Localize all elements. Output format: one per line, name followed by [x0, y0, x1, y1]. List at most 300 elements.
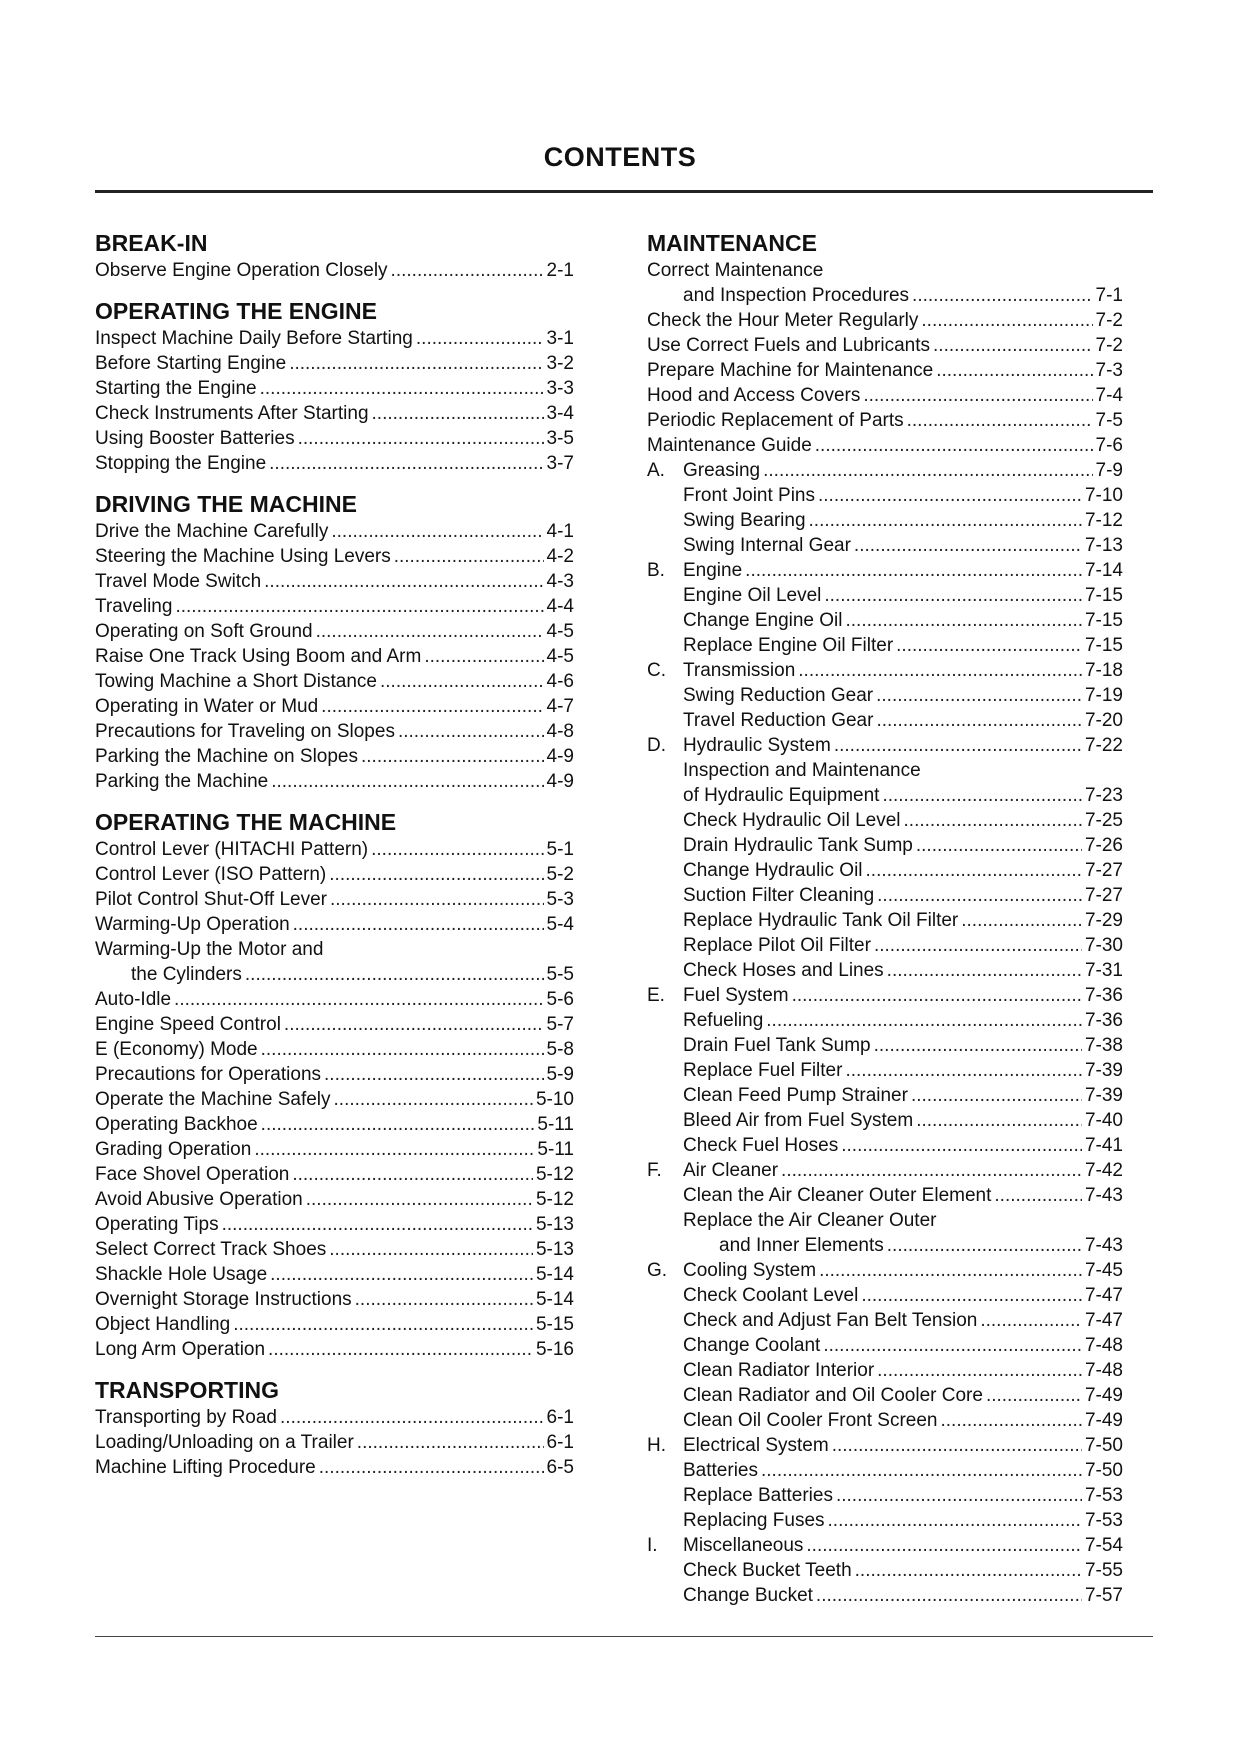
- page-number: 7-12: [1084, 510, 1123, 531]
- page-number: 3-1: [546, 328, 574, 349]
- page-number: 7-27: [1084, 860, 1123, 881]
- entry-title: Check and Adjust Fan Belt Tension: [683, 1310, 978, 1331]
- page-number: 3-5: [546, 428, 574, 449]
- dot-leader: [866, 858, 1082, 883]
- toc-entry[interactable]: [95, 744, 574, 769]
- entry-title: Replace Hydraulic Tank Oil Filter: [683, 910, 959, 931]
- page-number: 5-8: [546, 1039, 574, 1060]
- page-number: 7-15: [1084, 635, 1123, 656]
- toc-entry[interactable]: [95, 544, 574, 569]
- toc-entry[interactable]: [647, 408, 1123, 433]
- entry-title: Warming-Up the Motor and: [95, 939, 324, 960]
- page-number: 7-55: [1084, 1560, 1123, 1581]
- toc-entry[interactable]: [647, 608, 1123, 633]
- toc-entry[interactable]: [95, 1237, 574, 1262]
- section-maintenance: [647, 229, 1123, 1608]
- toc-entry[interactable]: [95, 376, 574, 401]
- entry-title: Hood and Access Covers: [647, 385, 861, 406]
- entry-title: Loading/Unloading on a Trailer: [95, 1432, 354, 1453]
- page-number: 3-4: [546, 403, 574, 424]
- entry-title: Auto-Idle: [95, 989, 172, 1010]
- entry-title: Select Correct Track Shoes: [95, 1239, 327, 1260]
- toc-entry[interactable]: [95, 1287, 574, 1312]
- toc-entry[interactable]: [95, 912, 574, 937]
- dot-leader: [329, 862, 543, 887]
- dot-leader: [887, 1233, 1082, 1258]
- toc-entry[interactable]: [647, 1208, 1123, 1233]
- dot-leader: [887, 958, 1082, 983]
- dot-leader: [334, 1087, 533, 1112]
- page-number: 7-6: [1095, 435, 1123, 456]
- dot-leader: [876, 683, 1082, 708]
- entry-title: Use Correct Fuels and Lubricants: [647, 335, 931, 356]
- dot-leader: [846, 608, 1082, 633]
- page-number: 7-2: [1095, 335, 1123, 356]
- toc-entry[interactable]: [647, 333, 1123, 358]
- entry-title: Drive the Machine Carefully: [95, 521, 329, 542]
- toc-entry[interactable]: [647, 508, 1123, 533]
- dot-leader: [994, 1183, 1082, 1208]
- dot-leader: [398, 719, 544, 744]
- toc-entry[interactable]: [95, 1405, 574, 1430]
- entry-title: Replace Batteries: [683, 1485, 833, 1506]
- contents-column-right: [647, 229, 1123, 1608]
- dot-leader: [416, 326, 544, 351]
- entry-title: Periodic Replacement of Parts: [647, 410, 904, 431]
- dot-leader: [761, 1458, 1082, 1483]
- page-number: 5-4: [546, 914, 574, 935]
- page-number: 6-5: [546, 1457, 574, 1478]
- entry-title: Hydraulic System: [683, 735, 831, 756]
- toc-entry[interactable]: [647, 1258, 1123, 1283]
- page-number: 7-47: [1084, 1285, 1123, 1306]
- toc-entry[interactable]: [95, 644, 574, 669]
- toc-entry[interactable]: [647, 1408, 1123, 1433]
- page-number: 7-23: [1084, 785, 1123, 806]
- entry-title: Engine: [683, 560, 743, 581]
- toc-entry[interactable]: [647, 1333, 1123, 1358]
- dot-leader: [175, 594, 543, 619]
- toc-entry[interactable]: [647, 258, 1123, 283]
- toc-entry[interactable]: [95, 1062, 574, 1087]
- toc-entry[interactable]: [647, 1583, 1123, 1608]
- dot-leader: [980, 1308, 1082, 1333]
- toc-entry[interactable]: [647, 958, 1123, 983]
- dot-leader: [222, 1212, 533, 1237]
- entry-title: Object Handling: [95, 1314, 231, 1335]
- page-number: 4-1: [546, 521, 574, 542]
- toc-entry[interactable]: [647, 733, 1123, 758]
- toc-entry[interactable]: [647, 933, 1123, 958]
- toc-entry[interactable]: [95, 401, 574, 426]
- entry-title: Clean Oil Cooler Front Screen: [683, 1410, 938, 1431]
- toc-entry[interactable]: [95, 937, 574, 962]
- entry-title: Maintenance Guide: [647, 435, 812, 456]
- entry-title: Machine Lifting Procedure: [95, 1457, 316, 1478]
- dot-leader: [292, 1162, 533, 1187]
- page-number: 5-11: [537, 1139, 574, 1160]
- toc-entry[interactable]: [647, 858, 1123, 883]
- toc-entry[interactable]: [647, 1233, 1123, 1258]
- dot-leader: [834, 733, 1082, 758]
- dot-leader: [792, 983, 1082, 1008]
- toc-entry[interactable]: [647, 1133, 1123, 1158]
- toc-entry[interactable]: [647, 1383, 1123, 1408]
- dot-leader: [911, 1083, 1082, 1108]
- entry-title: Clean the Air Cleaner Outer Element: [683, 1185, 992, 1206]
- entry-title: Electrical System: [683, 1435, 829, 1456]
- dot-leader: [904, 808, 1082, 833]
- entry-title: Change Bucket: [683, 1585, 813, 1606]
- toc-entry[interactable]: [95, 426, 574, 451]
- dot-leader: [933, 333, 1093, 358]
- page-number: 6-1: [546, 1407, 574, 1428]
- dot-leader: [877, 883, 1082, 908]
- entry-title: Grading Operation: [95, 1139, 252, 1160]
- entry-title: Replace Engine Oil Filter: [683, 635, 894, 656]
- entry-title: Fuel System: [683, 985, 789, 1006]
- entry-title: Change Hydraulic Oil: [683, 860, 863, 881]
- toc-entry[interactable]: [647, 1033, 1123, 1058]
- subsection-letter: E.: [647, 985, 665, 1006]
- page-number: 7-41: [1084, 1135, 1123, 1156]
- toc-entry[interactable]: [647, 1083, 1123, 1108]
- toc-entry[interactable]: [647, 383, 1123, 408]
- entry-title: Inspect Machine Daily Before Starting: [95, 328, 413, 349]
- entry-title: Using Booster Batteries: [95, 428, 295, 449]
- dot-leader: [306, 1187, 533, 1212]
- toc-entry[interactable]: [647, 808, 1123, 833]
- toc-entry[interactable]: [647, 1108, 1123, 1133]
- toc-entry[interactable]: [647, 783, 1123, 808]
- toc-entry[interactable]: [647, 1008, 1123, 1033]
- page-number: 4-5: [546, 621, 574, 642]
- dot-leader: [986, 1383, 1082, 1408]
- page-number: 7-47: [1084, 1310, 1123, 1331]
- dot-leader: [819, 1258, 1082, 1283]
- entry-title: Shackle Hole Usage: [95, 1264, 268, 1285]
- dot-leader: [845, 1058, 1082, 1083]
- page-number: 7-49: [1084, 1385, 1123, 1406]
- page-number: 7-2: [1095, 310, 1123, 331]
- toc-entry[interactable]: [647, 883, 1123, 908]
- page-number: 7-53: [1084, 1485, 1123, 1506]
- toc-entry[interactable]: [647, 1183, 1123, 1208]
- dot-leader: [245, 962, 544, 987]
- entry-title: Face Shovel Operation: [95, 1164, 290, 1185]
- toc-entry[interactable]: [95, 569, 574, 594]
- dot-leader: [877, 1358, 1082, 1383]
- page-number: 7-10: [1084, 485, 1123, 506]
- toc-entry[interactable]: [95, 837, 574, 862]
- subsection-letter: F.: [647, 1160, 662, 1181]
- page-number: 4-9: [546, 771, 574, 792]
- page-number: 7-15: [1084, 610, 1123, 631]
- toc-entry[interactable]: [95, 594, 574, 619]
- toc-entry[interactable]: [95, 619, 574, 644]
- dot-leader: [861, 1283, 1082, 1308]
- toc-entry[interactable]: [647, 308, 1123, 333]
- toc-entry[interactable]: [647, 1508, 1123, 1533]
- toc-entry[interactable]: [95, 1430, 574, 1455]
- page-number: 3-2: [546, 353, 574, 374]
- entry-title: Bleed Air from Fuel System: [683, 1110, 914, 1131]
- dot-leader: [298, 426, 544, 451]
- page-number: 7-27: [1084, 885, 1123, 906]
- dot-leader: [823, 1333, 1082, 1358]
- dot-leader: [394, 544, 544, 569]
- toc-entry[interactable]: [647, 483, 1123, 508]
- toc-entry[interactable]: [95, 1337, 574, 1362]
- page-number: 7-31: [1084, 960, 1123, 981]
- entry-title: Front Joint Pins: [683, 485, 815, 506]
- dot-leader: [330, 887, 544, 912]
- toc-entry[interactable]: [95, 1037, 574, 1062]
- toc-entry[interactable]: [95, 719, 574, 744]
- page-number: 7-9: [1095, 460, 1123, 481]
- entry-title: Operating on Soft Ground: [95, 621, 313, 642]
- section-heading: MAINTENANCE: [647, 230, 817, 256]
- toc-entry[interactable]: [647, 558, 1123, 583]
- toc-entry[interactable]: [95, 258, 574, 283]
- page-number: 7-3: [1095, 360, 1123, 381]
- entry-title: Overnight Storage Instructions: [95, 1289, 352, 1310]
- toc-entry[interactable]: [95, 1137, 574, 1162]
- toc-entry[interactable]: [95, 1162, 574, 1187]
- entry-title: Raise One Track Using Boom and Arm: [95, 646, 422, 667]
- page-number: 7-42: [1084, 1160, 1123, 1181]
- toc-entry[interactable]: [95, 987, 574, 1012]
- toc-entry[interactable]: [95, 694, 574, 719]
- entry-title: Check Fuel Hoses: [683, 1135, 839, 1156]
- toc-entry[interactable]: [95, 1187, 574, 1212]
- entry-title: Operate the Machine Safely: [95, 1089, 331, 1110]
- dot-leader: [233, 1312, 533, 1337]
- page-number: 5-11: [537, 1114, 574, 1135]
- section-heading: BREAK-IN: [95, 230, 208, 256]
- toc-entry[interactable]: [647, 1158, 1123, 1183]
- toc-entry[interactable]: [95, 769, 574, 794]
- toc-entry[interactable]: [647, 1433, 1123, 1458]
- entry-title: Air Cleaner: [683, 1160, 779, 1181]
- toc-entry[interactable]: [95, 1112, 574, 1137]
- page-number: 4-4: [546, 596, 574, 617]
- subsection-letter: A.: [647, 460, 665, 481]
- entry-title: Replace Pilot Oil Filter: [683, 935, 871, 956]
- dot-leader: [331, 519, 543, 544]
- entry-title: Drain Fuel Tank Sump: [683, 1035, 871, 1056]
- toc-entry[interactable]: [95, 351, 574, 376]
- dot-leader: [264, 569, 543, 594]
- top-rule: [95, 190, 1153, 193]
- section-heading: DRIVING THE MACHINE: [95, 491, 357, 517]
- toc-entry[interactable]: [647, 1358, 1123, 1383]
- entry-title: Refueling: [683, 1010, 764, 1031]
- entry-title: Travel Mode Switch: [95, 571, 262, 592]
- section-break-in: [95, 229, 574, 283]
- toc-entry[interactable]: [647, 633, 1123, 658]
- dot-leader: [321, 694, 543, 719]
- dot-leader: [921, 308, 1092, 333]
- toc-entry[interactable]: [647, 533, 1123, 558]
- dot-leader: [936, 358, 1092, 383]
- entry-title: Stopping the Engine: [95, 453, 267, 474]
- entry-title: Parking the Machine: [95, 771, 269, 792]
- dot-leader: [319, 1455, 544, 1480]
- entry-title: Precautions for Traveling on Slopes: [95, 721, 395, 742]
- dot-leader: [815, 433, 1093, 458]
- page-number: 4-5: [546, 646, 574, 667]
- entry-title: Pilot Control Shut-Off Lever: [95, 889, 327, 910]
- page-number: 5-12: [535, 1189, 574, 1210]
- toc-entry[interactable]: [647, 358, 1123, 383]
- page-number: 4-6: [546, 671, 574, 692]
- toc-entry[interactable]: [647, 433, 1123, 458]
- section-heading: OPERATING THE ENGINE: [95, 298, 377, 324]
- entry-title: Miscellaneous: [683, 1535, 804, 1556]
- entry-title: Travel Reduction Gear: [683, 710, 874, 731]
- page-number: 7-5: [1095, 410, 1123, 431]
- entry-title: Control Lever (HITACHI Pattern): [95, 839, 369, 860]
- toc-entry[interactable]: [647, 758, 1123, 783]
- toc-entry[interactable]: [647, 1308, 1123, 1333]
- toc-entry[interactable]: [647, 908, 1123, 933]
- subsection-letter: D.: [647, 735, 666, 756]
- page-number: 4-7: [546, 696, 574, 717]
- page-title: CONTENTS: [543, 142, 697, 172]
- toc-entry[interactable]: [647, 1558, 1123, 1583]
- dot-leader: [260, 376, 544, 401]
- toc-entry[interactable]: [95, 1455, 574, 1480]
- section-heading: OPERATING THE MACHINE: [95, 809, 397, 835]
- page-number: 7-14: [1084, 560, 1123, 581]
- toc-entry[interactable]: [647, 1533, 1123, 1558]
- page-number: 7-29: [1084, 910, 1123, 931]
- toc-entry[interactable]: [95, 962, 574, 987]
- page-number: 4-9: [546, 746, 574, 767]
- toc-entry[interactable]: [95, 1262, 574, 1287]
- dot-leader: [912, 283, 1092, 308]
- toc-entry[interactable]: [95, 1012, 574, 1037]
- page-number: 5-6: [546, 989, 574, 1010]
- page-number: 7-48: [1084, 1335, 1123, 1356]
- page-number: 7-43: [1084, 1185, 1123, 1206]
- toc-entry[interactable]: [647, 833, 1123, 858]
- toc-entry[interactable]: [647, 583, 1123, 608]
- toc-entry[interactable]: [95, 887, 574, 912]
- page-number: 3-3: [546, 378, 574, 399]
- section-operating-the-engine: [95, 297, 574, 476]
- dot-leader: [882, 783, 1082, 808]
- entry-title: Change Engine Oil: [683, 610, 843, 631]
- entry-title: Observe Engine Operation Closely: [95, 260, 388, 281]
- toc-entry[interactable]: [647, 983, 1123, 1008]
- page-number: 7-15: [1084, 585, 1123, 606]
- page-number: 7-43: [1084, 1235, 1123, 1256]
- page-number: 7-22: [1084, 735, 1123, 756]
- toc-entry[interactable]: [647, 1483, 1123, 1508]
- dot-leader: [874, 1033, 1082, 1058]
- dot-leader: [174, 987, 543, 1012]
- page-number: 5-12: [535, 1164, 574, 1185]
- dot-leader: [836, 1483, 1082, 1508]
- entry-title: Before Starting Engine: [95, 353, 287, 374]
- dot-leader: [280, 1405, 544, 1430]
- entry-title: Towing Machine a Short Distance: [95, 671, 377, 692]
- entry-title: Starting the Engine: [95, 378, 257, 399]
- toc-entry[interactable]: [95, 451, 574, 476]
- entry-title: Change Coolant: [683, 1335, 821, 1356]
- toc-entry[interactable]: [95, 862, 574, 887]
- toc-entry[interactable]: [95, 1087, 574, 1112]
- dot-leader: [961, 908, 1082, 933]
- toc-entry[interactable]: [647, 1458, 1123, 1483]
- entry-title: and Inspection Procedures: [683, 285, 910, 306]
- subsection-letter: H.: [647, 1435, 666, 1456]
- page-number: 7-18: [1084, 660, 1123, 681]
- page-number: 5-15: [535, 1314, 574, 1335]
- dot-leader: [261, 1037, 544, 1062]
- toc-entry[interactable]: [647, 458, 1123, 483]
- page-number: 7-20: [1084, 710, 1123, 731]
- dot-leader: [329, 1237, 533, 1262]
- toc-entry[interactable]: [647, 1058, 1123, 1083]
- dot-leader: [855, 1558, 1082, 1583]
- entry-title: Steering the Machine Using Levers: [95, 546, 391, 567]
- page-number: 4-8: [546, 721, 574, 742]
- entry-title: Replacing Fuses: [683, 1510, 825, 1531]
- dot-leader: [380, 669, 544, 694]
- page-number: 7-50: [1084, 1435, 1123, 1456]
- entry-title: Check the Hour Meter Regularly: [647, 310, 919, 331]
- entry-title: the Cylinders: [131, 964, 242, 985]
- page-number: 5-3: [546, 889, 574, 910]
- toc-entry[interactable]: [95, 1312, 574, 1337]
- section-heading: TRANSPORTING: [95, 1377, 279, 1403]
- toc-entry[interactable]: [647, 1283, 1123, 1308]
- entry-title: Warming-Up Operation: [95, 914, 290, 935]
- toc-entry[interactable]: [647, 683, 1123, 708]
- dot-leader: [874, 933, 1082, 958]
- toc-entry[interactable]: [95, 1212, 574, 1237]
- entry-title: Check Coolant Level: [683, 1285, 859, 1306]
- dot-leader: [261, 1112, 535, 1137]
- dot-leader: [907, 408, 1093, 433]
- dot-leader: [371, 837, 543, 862]
- dot-leader: [841, 1133, 1082, 1158]
- entry-title: Clean Feed Pump Strainer: [683, 1085, 908, 1106]
- entry-title: Avoid Abusive Operation: [95, 1189, 303, 1210]
- page-number: 7-30: [1084, 935, 1123, 956]
- page-number: 7-13: [1084, 535, 1123, 556]
- toc-entry[interactable]: [95, 326, 574, 351]
- page-number: 7-45: [1084, 1260, 1123, 1281]
- page-number: 7-39: [1084, 1085, 1123, 1106]
- toc-entry[interactable]: [95, 669, 574, 694]
- dot-leader: [863, 383, 1092, 408]
- dot-leader: [816, 1583, 1082, 1608]
- contents-column-left: [95, 229, 574, 1480]
- page-number: 5-1: [546, 839, 574, 860]
- toc-entry[interactable]: [95, 519, 574, 544]
- toc-entry[interactable]: [647, 708, 1123, 733]
- page-number: 4-3: [546, 571, 574, 592]
- entry-title: Swing Internal Gear: [683, 535, 851, 556]
- entry-title: Drain Hydraulic Tank Sump: [683, 835, 913, 856]
- page-number: 7-38: [1084, 1035, 1123, 1056]
- toc-entry[interactable]: [647, 658, 1123, 683]
- toc-entry[interactable]: [647, 283, 1123, 308]
